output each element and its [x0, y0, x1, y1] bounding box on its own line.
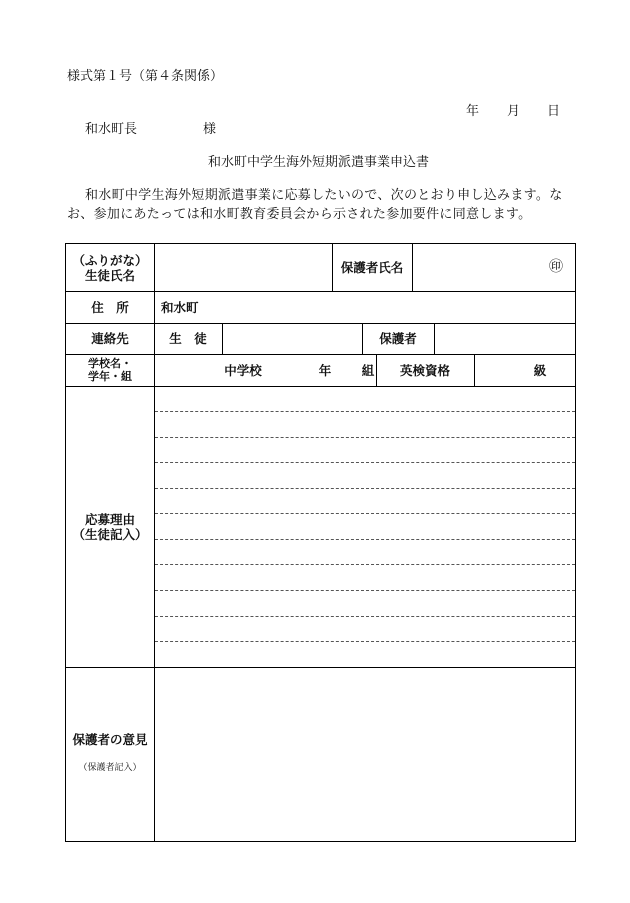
contact-guardian-field[interactable]	[435, 323, 575, 354]
school-grade-label-cell	[66, 354, 154, 386]
date-year-label: 年	[466, 104, 480, 119]
grade-suffix: 年	[318, 362, 332, 378]
contact-student-label: 生 徒	[169, 331, 207, 346]
opinion-sub-label: （保護者記入）	[78, 763, 142, 773]
writing-line	[155, 616, 575, 617]
writing-line	[155, 437, 575, 438]
grade-class-label: 学年・組	[88, 370, 132, 383]
honorific: 様	[203, 122, 217, 137]
opinion-label: 保護者の意見	[72, 732, 148, 747]
date-month-label: 月	[507, 104, 521, 119]
student-name-field[interactable]	[155, 244, 332, 291]
writing-line	[155, 641, 575, 642]
student-name-label-cell	[66, 244, 154, 291]
addressee: 和水町長	[85, 122, 138, 137]
school-suffix: 中学校	[224, 362, 262, 378]
form-number: 様式第１号（第４条関係）	[67, 69, 224, 84]
opinion-label-cell	[66, 667, 154, 841]
contact-student-field[interactable]	[223, 323, 362, 354]
writing-line	[155, 590, 575, 591]
reason-label-cell	[66, 386, 154, 667]
contact-guardian-label: 保護者	[379, 331, 417, 346]
writing-line	[155, 462, 575, 463]
class-suffix: 組	[361, 362, 375, 378]
reason-writing-area[interactable]	[155, 386, 575, 667]
date-day-label: 日	[547, 104, 561, 119]
writing-line	[155, 513, 575, 514]
school-label: 学校名・	[88, 357, 132, 370]
contact-label: 連絡先	[91, 331, 129, 346]
writing-line	[155, 488, 575, 489]
seal-mark: ㊞	[549, 258, 563, 275]
writing-line	[155, 564, 575, 565]
student-name-label: 生徒氏名	[84, 267, 135, 283]
cell-divider	[474, 354, 475, 386]
furigana-label: （ふりがな）	[72, 252, 148, 268]
reason-label: 応募理由	[84, 511, 135, 527]
intro-paragraph: 和水町中学生海外短期派遣事業に応募したいので、次のとおり申し込みます。なお、参加にあたっては和水町教育委員会から示された参加要件に同意します。	[67, 188, 563, 222]
document-title: 和水町中学生海外短期派遣事業申込書	[208, 155, 430, 170]
reason-sub-label: （生徒記入）	[72, 526, 148, 542]
address-value[interactable]: 和水町	[161, 299, 199, 315]
writing-line	[155, 539, 575, 540]
eiken-suffix: 級	[533, 362, 547, 378]
writing-line	[155, 411, 575, 412]
application-form-table	[65, 243, 576, 842]
eiken-label: 英検資格	[399, 362, 450, 378]
guardian-name-label: 保護者氏名	[340, 260, 404, 275]
address-label: 住 所	[91, 299, 129, 315]
opinion-writing-area[interactable]	[155, 668, 575, 841]
